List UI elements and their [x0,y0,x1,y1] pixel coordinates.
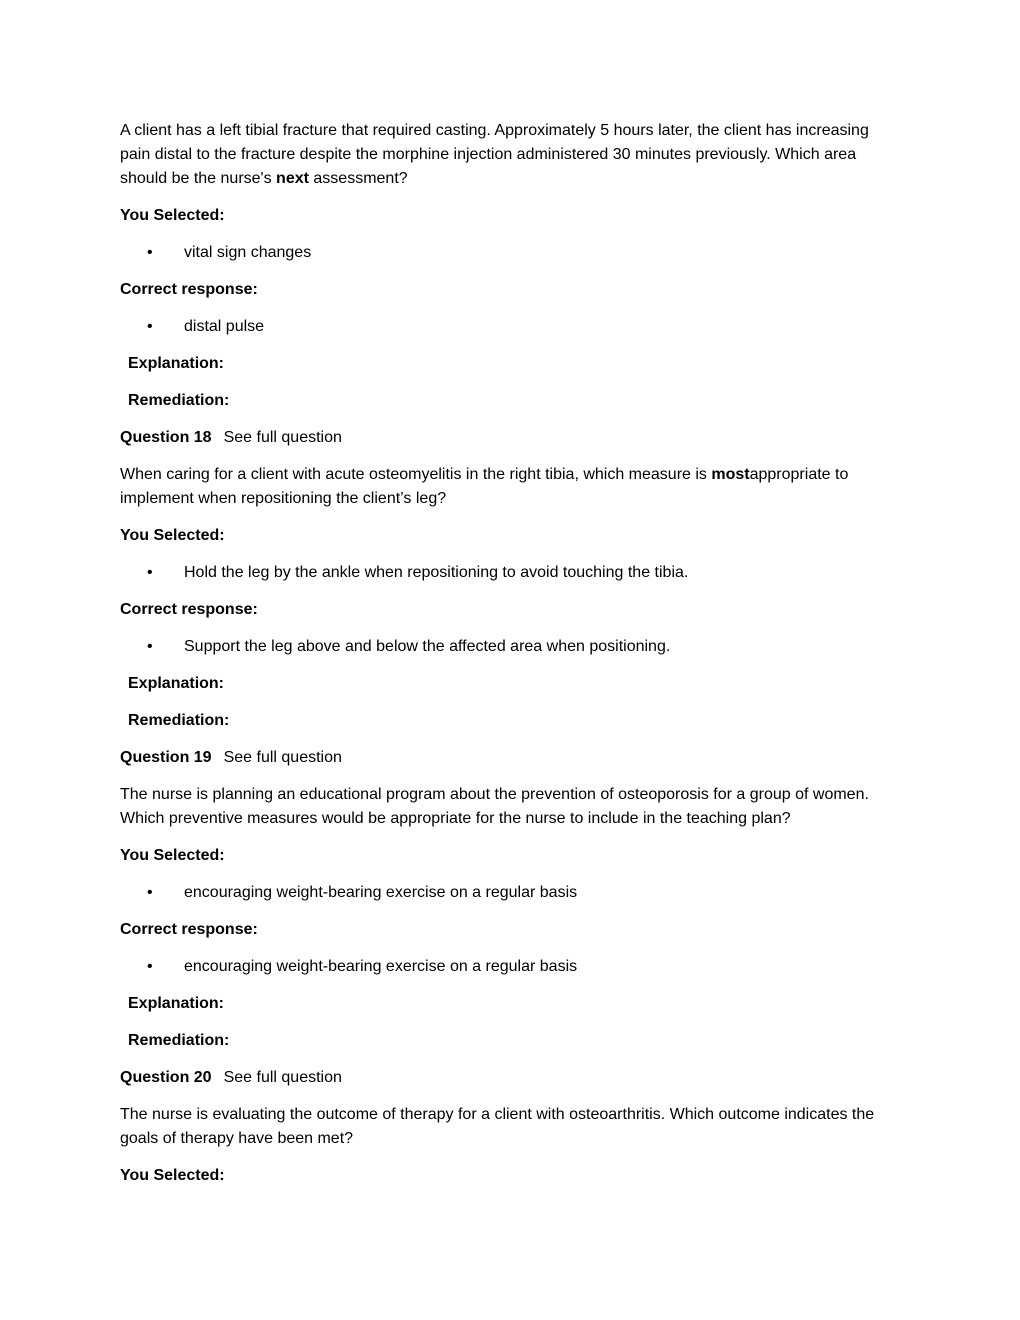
see-full-question-link[interactable]: See full question [223,749,342,766]
emphasis-next: next [276,170,309,187]
explanation-label: Explanation: [128,675,225,692]
question-17-text: A client has a left tibial fracture that required casting. Approximately 5 hours later, the client has increasing pain distal to the fracture despite the morphine injection administered 30 minutes previously. Which area should be the nurse's next assessment? [120,122,869,187]
you-selected-label: You Selected: [120,847,225,864]
emphasis-most: most [711,466,750,483]
selected-answer-item: • vital sign changes [120,241,900,265]
correct-response-label: Correct response: [120,921,258,938]
selected-answer-item: • Hold the leg by the ankle when repositioning to avoid touching the tibia. [120,561,900,585]
remediation-label: Remediation: [128,1032,230,1049]
question-18-header [120,426,900,450]
question-19-title: Question 19 [120,749,212,766]
bullet-icon: • [147,884,153,901]
see-full-question-link[interactable]: See full question [223,429,342,446]
question-19-text: The nurse is planning an educational program about the prevention of osteoporosis for a group of women. Which preventive measures would be appropriate for the nurse to include in the teaching plan? [120,786,869,827]
selected-answer-item: • encouraging weight-bearing exercise on a regular basis [120,881,900,905]
question-20-text: The nurse is evaluating the outcome of therapy for a client with osteoarthritis. Which outcome indicates the goals of therapy have been met? [120,1106,875,1147]
bullet-icon: • [147,638,153,655]
remediation-label: Remediation: [128,712,230,729]
correct-response-label: Correct response: [120,281,258,298]
correct-answer-item: • distal pulse [120,315,900,339]
you-selected-label: You Selected: [120,207,225,224]
question-20-title: Question 20 [120,1069,212,1086]
correct-answer-item: • Support the leg above and below the affected area when positioning. [120,635,900,659]
bullet-icon: • [147,318,153,335]
you-selected-label: You Selected: [120,527,225,544]
question-19-header [120,746,900,770]
document-page [120,119,900,1201]
remediation-label: Remediation: [128,392,230,409]
correct-answer-item: • encouraging weight-bearing exercise on a regular basis [120,955,900,979]
bullet-icon: • [147,958,153,975]
question-18-title: Question 18 [120,429,212,446]
see-full-question-link[interactable]: See full question [223,1069,342,1086]
bullet-icon: • [147,564,153,581]
bullet-icon: • [147,244,153,261]
explanation-label: Explanation: [128,995,225,1012]
correct-response-label: Correct response: [120,601,258,618]
question-18-text: When caring for a client with acute osteomyelitis in the right tibia, which measure is mostappropriate to implement when repositioning the client’s leg? [120,466,849,507]
you-selected-label: You Selected: [120,1167,225,1184]
question-20-header [120,1066,900,1090]
explanation-label: Explanation: [128,355,225,372]
